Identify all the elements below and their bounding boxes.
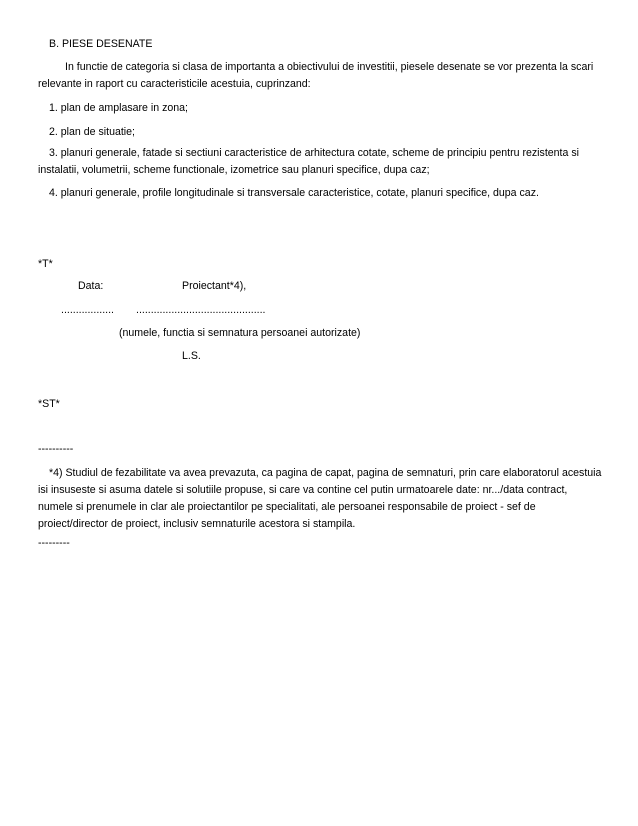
designer-dots: ............................................ (136, 304, 266, 316)
list-item: 2. plan de situatie; (49, 126, 135, 138)
list-item: 3. planuri generale, fatade si sectiuni caracteristice de arhitectura cotate, scheme de principiu pentru rezistenta si instalatii, volumetrii, scheme functionale, izometrice sau planuri specifice, dupa caz; (38, 147, 579, 176)
list-item: 4. planuri generale, profile longitudinale si transversale caracteristice, cotate, planuri specifice, dupa caz. (49, 187, 539, 199)
footnote-text: *4) Studiul de fezabilitate va avea prevazuta, ca pagina de capat, pagina de semnaturi, prin care elaboratorul acestuia isi insuseste si asuma datele si solutiile propuse, si care va contine cel putin urmatoarele date: nr.../data contract, numele si prenumele in clar ale proiectantilor pe specialitati, ale persoanei responsabile de proiect - sef de proiect/director de proiect, inclusiv semnaturile acestora si stampila. (38, 467, 602, 530)
footnote-end-separator: --------- (38, 537, 70, 549)
list-item: 1. plan de amplasare in zona; (49, 102, 188, 114)
date-dots: .................. (61, 304, 114, 316)
signature-instructions: (numele, functia si semnatura persoanei autorizate) (119, 327, 361, 339)
marker-st: *ST* (38, 398, 60, 410)
date-label: Data: (78, 280, 104, 292)
section-intro: In functie de categoria si clasa de importanta a obiectivului de investitii, piesele desenate se vor prezenta la scari relevante in raport cu caracteristicile acestuia, cuprinzand: (38, 61, 594, 90)
designer-label: Proiectant*4), (182, 280, 247, 292)
seal-label: L.S. (182, 350, 201, 362)
section-heading: B. PIESE DESENATE (49, 38, 153, 50)
footnote-separator: ---------- (38, 443, 74, 455)
marker-t: *T* (38, 258, 53, 270)
